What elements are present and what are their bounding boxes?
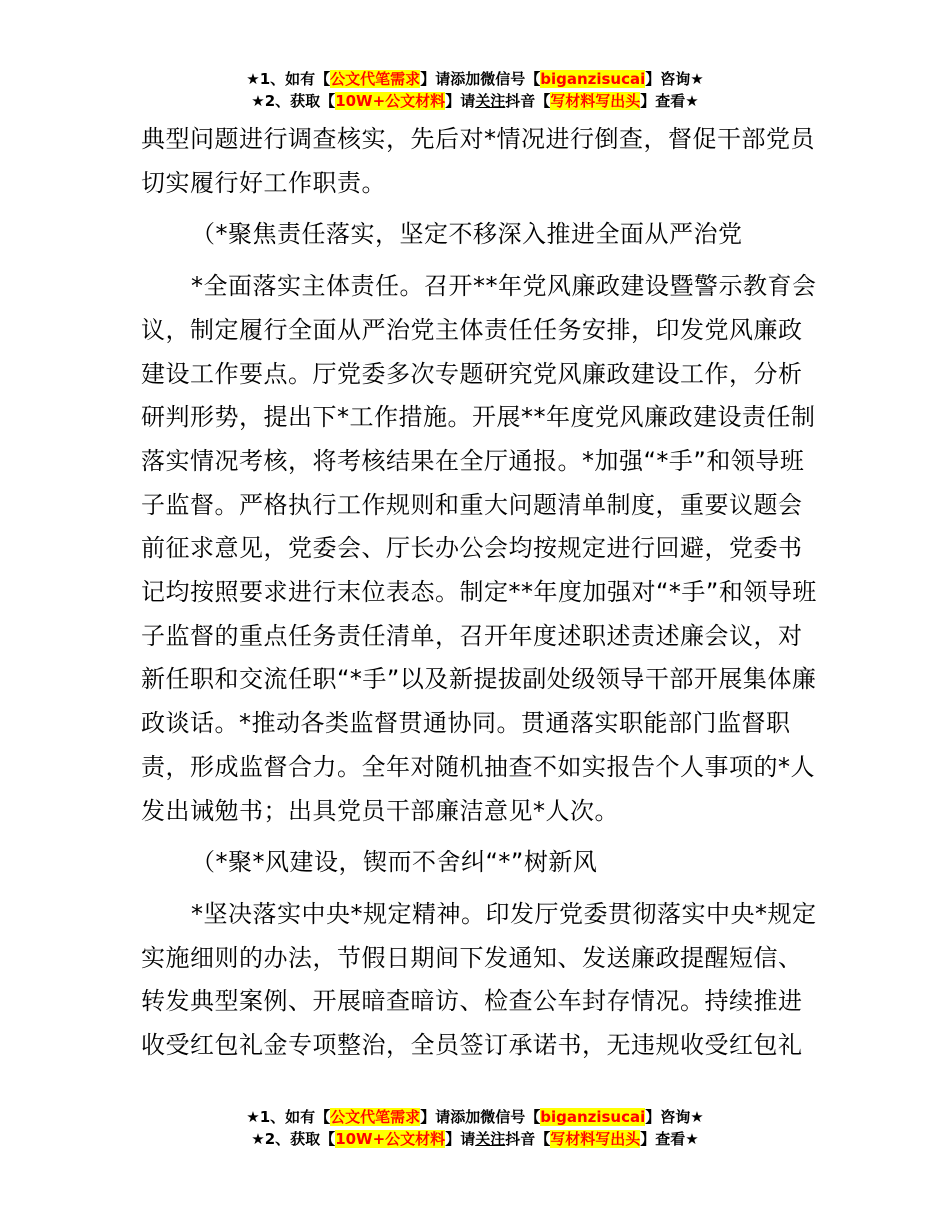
document-body: [141, 118, 821, 1068]
banner-highlight: 写材料写出头: [550, 92, 641, 110]
banner-text: 】查看★: [640, 92, 699, 110]
banner-highlight: 写材料写出头: [550, 1130, 641, 1148]
paragraph: *全面落实主体责任。召开**年党风廉政建设暨警示教育会议，制定履行全面从严治党主体责任任务安排，印发党风廉政建设工作要点。厅党委多次专题研究党风廉政建设工作，分析研判形势，提出下*工作措施。开展**年度党风廉政建设责任制落实情况考核，将考核结果在全厅通报。*加强“*手”和领导班子监督。严格执行工作规则和重大问题清单制度，重要议题会前征求意见，党委会、厅长办公会均按规定进行回避，党委书记均按照要求进行末位表态。制定**年度加强对“*手”和领导班子监督的重点任务责任清单，召开年度述职述责述廉会议，对新任职和交流任职“*手”以及新提拔副处级领导干部开展集体廉政谈话。*推动各类监督贯通协同。贯通落实职能部门监督职责，形成监督合力。全年对随机抽查不如实报告个人事项的*人发出诫勉书；出具党员干部廉洁意见*人次。: [141, 272, 817, 825]
banner-line-2: [0, 90, 950, 112]
banner-text: ★1、如有【: [246, 70, 331, 88]
banner-text: 抖音【: [505, 1130, 551, 1148]
banner-text: 抖音【: [505, 92, 551, 110]
banner-text: 】查看★: [640, 1130, 699, 1148]
banner-text: ★2、获取【: [251, 92, 336, 110]
section-heading: （*聚*风建设，锲而不舍纠“*”树新风: [191, 848, 598, 877]
banner-highlight: 公文代笔需求: [330, 1108, 421, 1126]
banner-highlight: biganzisucai: [540, 1108, 646, 1126]
banner-highlight: 公文代笔需求: [330, 70, 421, 88]
banner-text: 】请添加微信号【: [420, 70, 541, 88]
banner-line-2: [0, 1128, 950, 1150]
paragraph: *坚决落实中央*规定精神。印发厅党委贯彻落实中央*规定实施细则的办法，节假日期间下发通知、发送廉政提醒短信、转发典型案例、开展暗查暗访、检查公车封存情况。持续推进收受红包礼金专项整治，全员签订承诺书，无违规收受红包礼: [141, 899, 817, 1060]
banner-text: ★2、获取【: [251, 1130, 336, 1148]
banner-underline: 关注: [475, 1130, 506, 1148]
banner-line-1: [0, 68, 950, 90]
banner-line-1: [0, 1106, 950, 1128]
paragraph: 典型问题进行调查核实，先后对*情况进行倒查，督促干部党员切实履行好工作职责。: [141, 125, 815, 197]
banner-text: ★1、如有【: [246, 1108, 331, 1126]
banner-text: 】咨询★: [645, 1108, 704, 1126]
banner-highlight: biganzisucai: [540, 70, 646, 88]
banner-underline: 关注: [475, 92, 506, 110]
banner-text: 】咨询★: [645, 70, 704, 88]
section-heading: （*聚焦责任落实，坚定不移深入推进全面从严治党: [191, 220, 743, 249]
banner-highlight: 10W+公文材料: [335, 1130, 446, 1148]
header-banner: [0, 68, 950, 112]
banner-text: 】请添加微信号【: [420, 1108, 541, 1126]
banner-text: 】请: [445, 1130, 476, 1148]
footer-banner: [0, 1106, 950, 1150]
banner-text: 】请: [445, 92, 476, 110]
banner-highlight: 10W+公文材料: [335, 92, 446, 110]
